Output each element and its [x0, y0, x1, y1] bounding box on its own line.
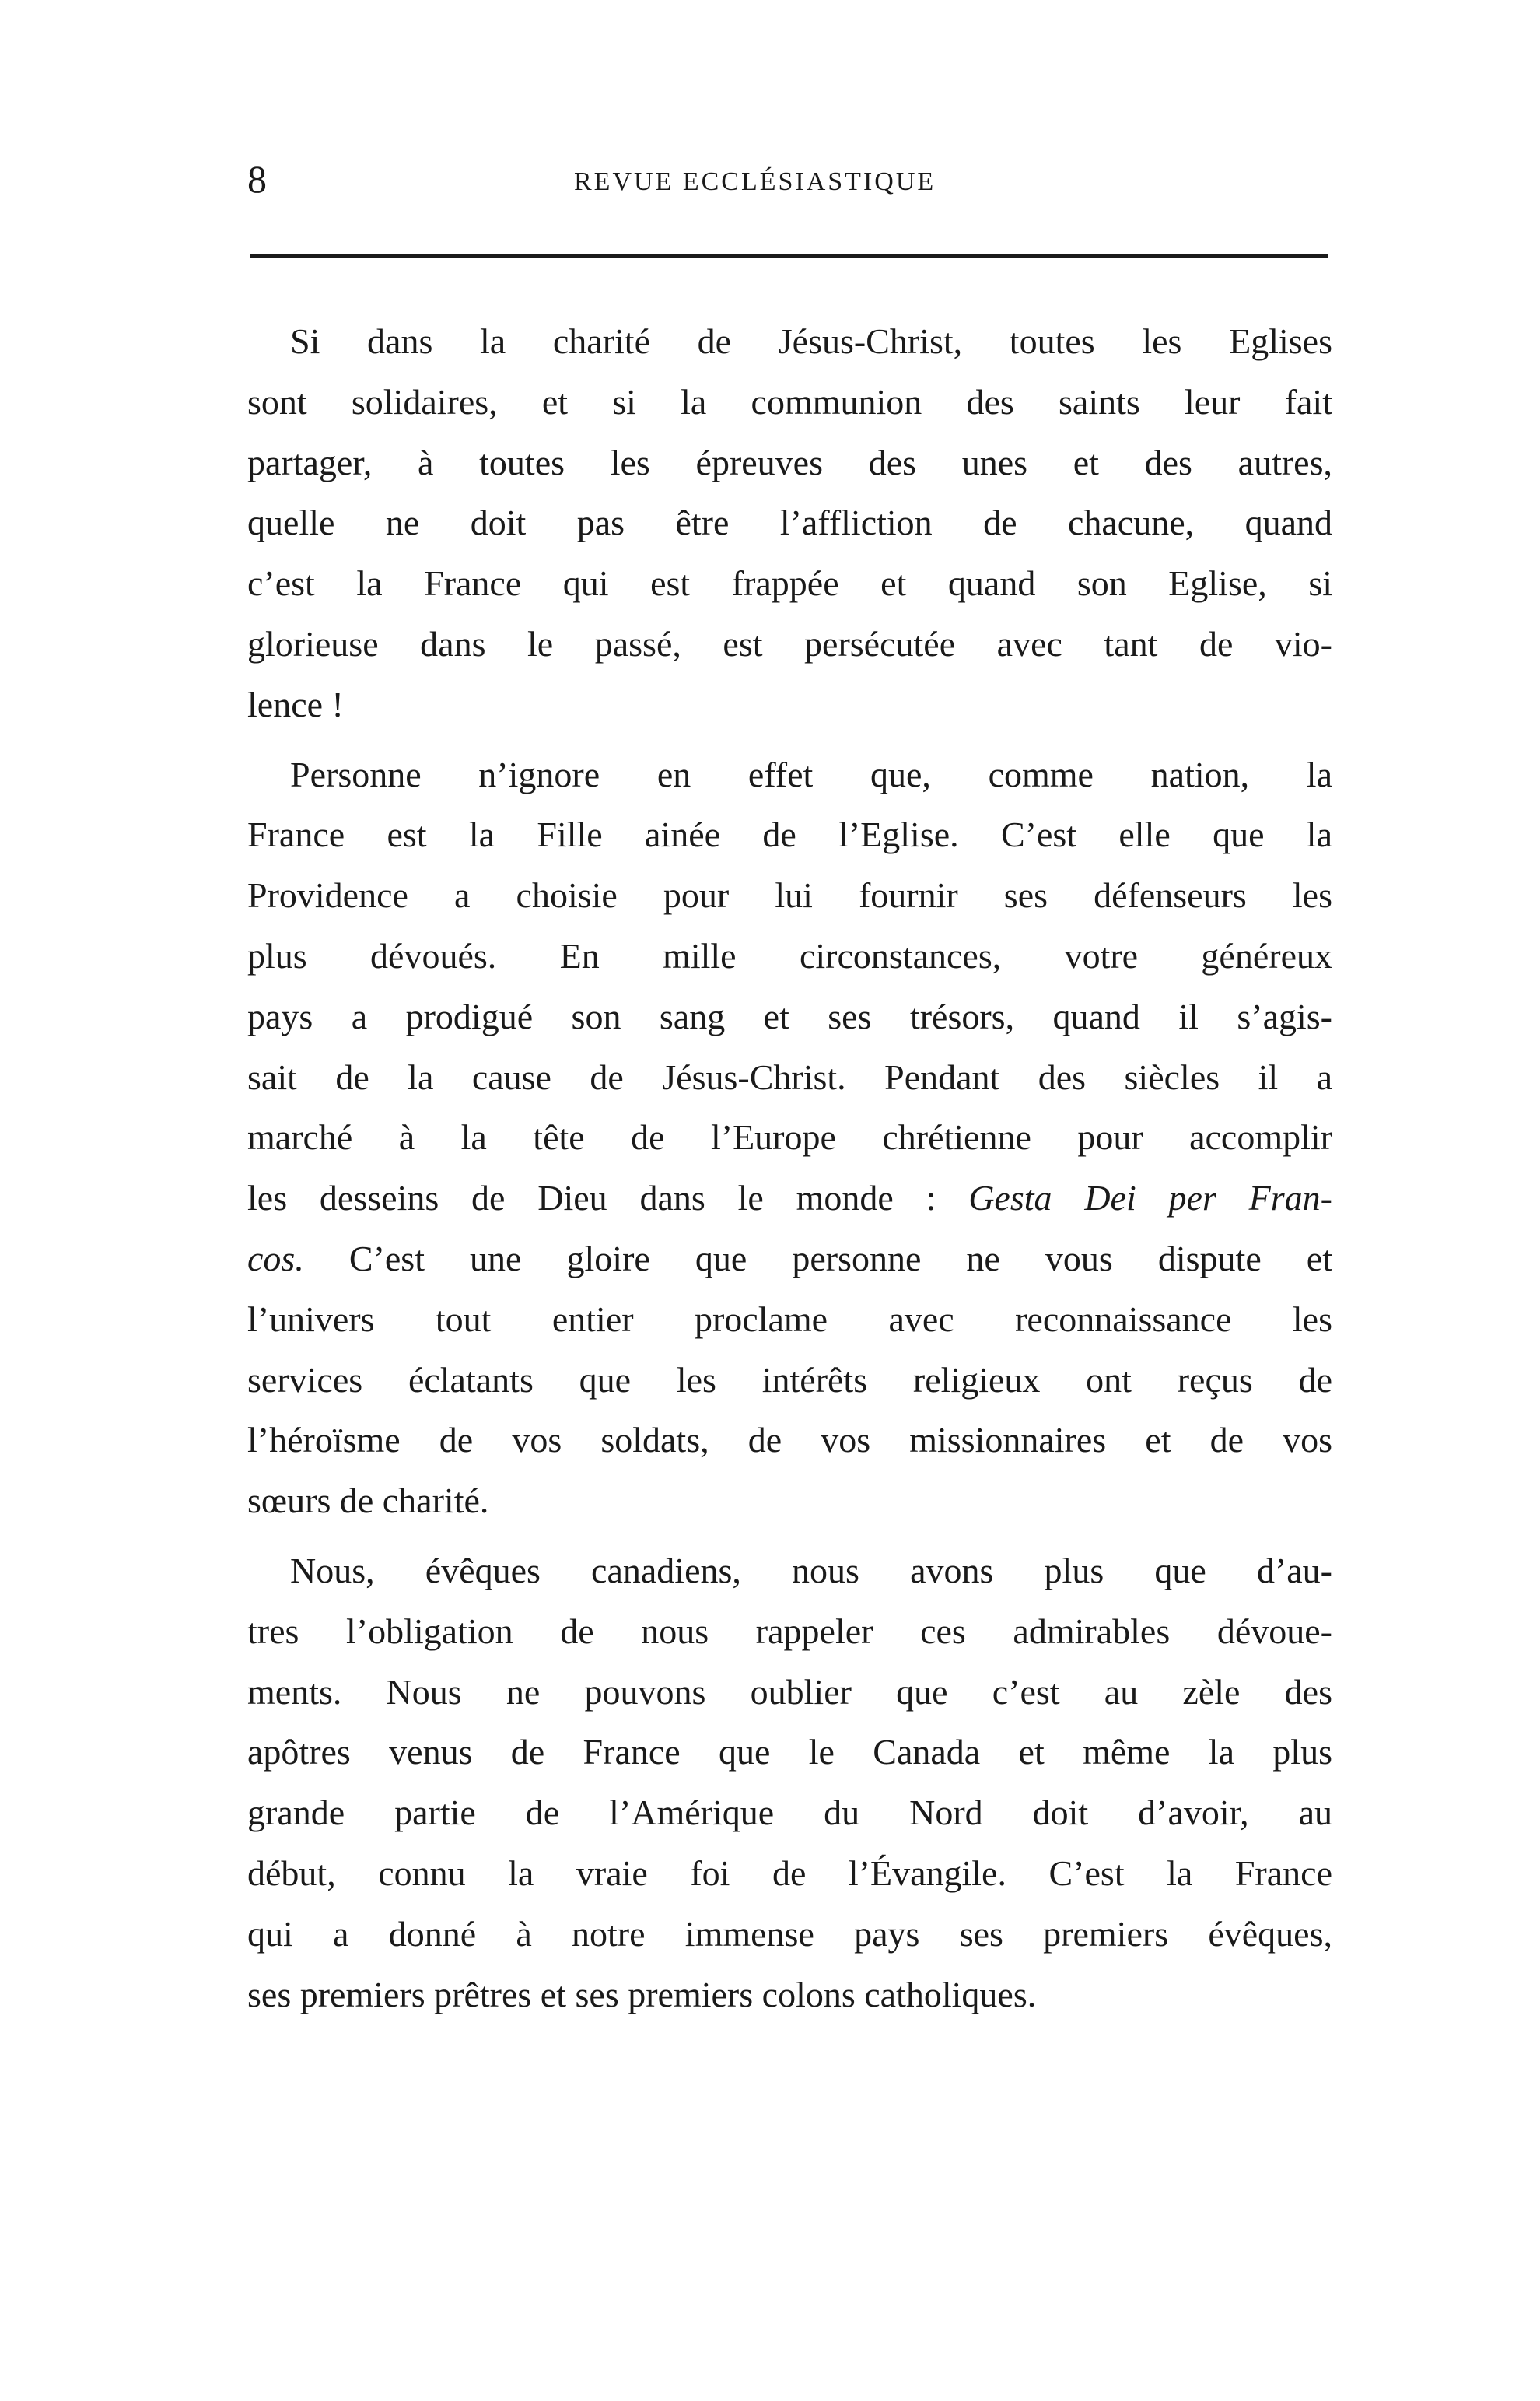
text-line: marché à la tête de l’Europe chrétienne pour accomplir	[247, 1117, 1332, 1158]
text-line: lence !	[247, 684, 344, 724]
text-line: l’héroïsme de vos soldats, de vos missionnaires et de vos	[247, 1420, 1332, 1460]
text-line: apôtres venus de France que le Canada et même la plus	[247, 1732, 1332, 1772]
text-line: sont solidaires, et si la communion des saints leur fait	[247, 381, 1332, 422]
text-line: c’est la France qui est frappée et quand son Eglise, si	[247, 563, 1332, 604]
text-line: grande partie de l’Amérique du Nord doit d’avoir, au	[247, 1793, 1332, 1833]
latin-quotation-end: cos.	[247, 1238, 304, 1278]
text-line: plus dévoués. En mille circonstances, votre généreux	[247, 935, 1332, 976]
text-line: services éclatants que les intérêts religieux ont reçus de	[247, 1359, 1332, 1400]
text-line-with-italic	[247, 1229, 1332, 1289]
page-body	[247, 311, 1332, 2024]
text-line: ments. Nous ne pouvons oublier que c’est au zèle des	[247, 1671, 1332, 1712]
text-line: l’univers tout entier proclame avec reconnaissance les	[247, 1299, 1332, 1339]
text-line: Providence a choisie pour lui fournir ses défenseurs les	[247, 875, 1332, 916]
text-line: qui a donné à notre immense pays ses premiers évêques,	[247, 1913, 1332, 1954]
page-number: 8	[247, 157, 267, 201]
text-line-with-italic	[247, 1168, 1332, 1229]
text-line: sœurs de charité.	[247, 1481, 489, 1521]
text-line: sait de la cause de Jésus-Christ. Pendant des siècles il a	[247, 1057, 1332, 1097]
header-rule	[250, 254, 1328, 258]
running-head: REVUE ECCLÉSIASTIQUE	[574, 167, 936, 196]
paragraph-2	[247, 745, 1332, 1531]
text-segment: les desseins de Dieu dans le monde :	[247, 1178, 969, 1218]
text-line: partager, à toutes les épreuves des unes et des autres,	[247, 442, 1332, 482]
text-line: Si dans la charité de Jésus-Christ, toutes les Eglises	[290, 321, 1332, 361]
text-line: tres l’obligation de nous rappeler ces admirables dévoue-	[247, 1611, 1332, 1651]
text-line: pays a prodigué son sang et ses trésors, quand il s’agis-	[247, 996, 1332, 1036]
text-line: France est la Fille ainée de l’Eglise. C’est elle que la	[247, 815, 1332, 855]
text-line: Nous, évêques canadiens, nous avons plus que d’au-	[290, 1550, 1332, 1590]
latin-quotation: Gesta Dei per Fran-	[968, 1178, 1332, 1218]
text-segment: C’est une gloire que personne ne vous dispute et	[303, 1238, 1332, 1278]
text-line: glorieuse dans le passé, est persécutée avec tant de vio-	[247, 623, 1332, 664]
paragraph-3	[247, 1540, 1332, 2024]
text-line: ses premiers prêtres et ses premiers colons catholiques.	[247, 1974, 1037, 2014]
text-line: début, connu la vraie foi de l’Évangile. C’est la France	[247, 1852, 1332, 1893]
paragraph-1	[247, 311, 1332, 735]
text-line: quelle ne doit pas être l’affliction de chacune, quand	[247, 503, 1332, 543]
text-line: Personne n’ignore en effet que, comme nation, la	[290, 754, 1332, 794]
